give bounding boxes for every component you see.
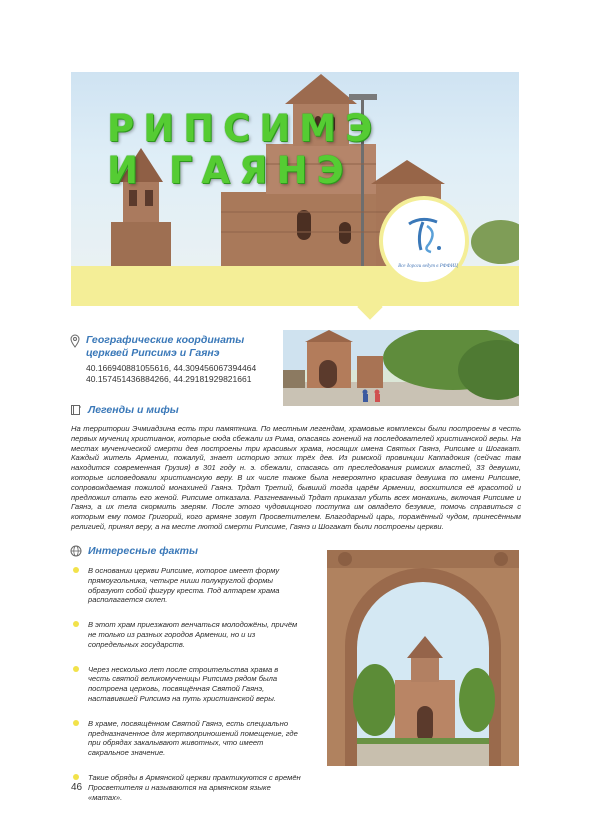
page-number: 46 <box>71 782 83 793</box>
fact-item <box>71 773 301 802</box>
church-courtyard-photo <box>283 330 519 406</box>
fact-text: В этот храм приезжают венчаться молодожёны, причём не только из разных городов Армении, но и из сопредельных государств. <box>88 620 298 649</box>
hero-title-line2: И ГАЯНЭ <box>107 149 353 192</box>
fact-text: Такие обряды в Армянской церкви практикуются с времён Просветителя и называются на армянском языке «матах». <box>88 772 301 802</box>
bullet-dot <box>73 621 79 627</box>
globe-icon <box>70 545 82 557</box>
bullet-dot <box>73 720 79 726</box>
fact-item <box>71 620 301 649</box>
coordinates-line-2: 40.157451436884266, 44.29181929821661 <box>86 374 252 384</box>
logo-badge <box>379 196 469 286</box>
map-pin-icon <box>70 334 80 348</box>
legends-paragraph: На территории Эчмиадзина есть три памятника. По местным легендам, храмовые комплексы были построены в честь первых мучениц христианок, которые сюда сбежали из Рима, опасаясь гонений на последователей христианской веры. На местах мученической смерти дев построены три красивых храма, носящих имена Святых Гаянэ, Рипсиме и Шогакат. Каждый житель Армении, пожалуй, знает историю этих трёх дев. Из римской провинции Каппадокия (сейчас там находится современная Грузия) в 301 году н. э. сбежали, спасаясь от преследования римских властей, 33 девушки, которые исповедовали христианскую веру. В их числе также была невероятно красивая девушка по имени Рипсиме, сопровождаемая пожилой монахиней Гаянэ. Трдат Третий, бывший тогда царём Армении, восхитился её красотой и предложил стать его женой. Рипсиме отказала. Разгневанный Трдат приказал убить всех монахинь, включая Рипсиме и Гаянэ, а их тела скормить зверям. После этого чудовищного поступка им овладело безумие, помочь справиться с которым ему помог Григорий, кого армяне зовут Просветителем. Благодарный царь, поражённый чудом, принесённым религией, принял веру, а на месте лютой смерти Рипсиме, Гаянэ и Шогакат были построены церкви. <box>71 424 521 531</box>
book-icon <box>70 404 82 416</box>
bullet-dot <box>73 567 79 573</box>
logo-icon <box>403 214 445 256</box>
bullet-dot <box>73 774 79 780</box>
facts-list <box>71 566 301 817</box>
facts-title: Интересные факты <box>88 545 198 557</box>
legends-title: Легенды и мифы <box>88 404 179 416</box>
logo-tagline: Все дороги ведут в РФФИЦ <box>398 264 458 269</box>
fact-text: В храме, посвящённом Святой Гаянэ, есть специально предназначенное для жертвоприношений помещение, где при обрядах закалывают животных, что имеет сакральное значение. <box>88 718 298 758</box>
coordinates-title: Географические координаты церквей Рипсимэ и Гаянэ <box>86 334 245 359</box>
fact-item <box>71 665 301 704</box>
arch-illustration <box>327 550 519 766</box>
hero-title <box>107 108 381 192</box>
coordinates-line-1: 40.166940881055616, 44.309456067394464 <box>86 363 257 373</box>
church-arch-photo <box>327 550 519 766</box>
hero-banner <box>71 72 519 334</box>
courtyard-illustration <box>283 330 519 406</box>
fact-item <box>71 566 301 605</box>
fact-text: В основании церкви Рипсиме, которое имеет форму прямоугольника, четыре ниши полукруглой формы образуют собой фигуру креста. Под алтарем храма располагается склеп. <box>88 566 280 605</box>
fact-item <box>71 719 301 758</box>
hero-title-line1: РИПСИМЭ <box>107 107 382 150</box>
fact-text: Через несколько лет после строительства храма в честь святой великомученицы Рипсимэ рядом была построена церковь, посвящённая Святой Гаянэ, наставившей Рипсимэ на путь христианской веры. <box>88 664 279 703</box>
bullet-dot <box>73 666 79 672</box>
